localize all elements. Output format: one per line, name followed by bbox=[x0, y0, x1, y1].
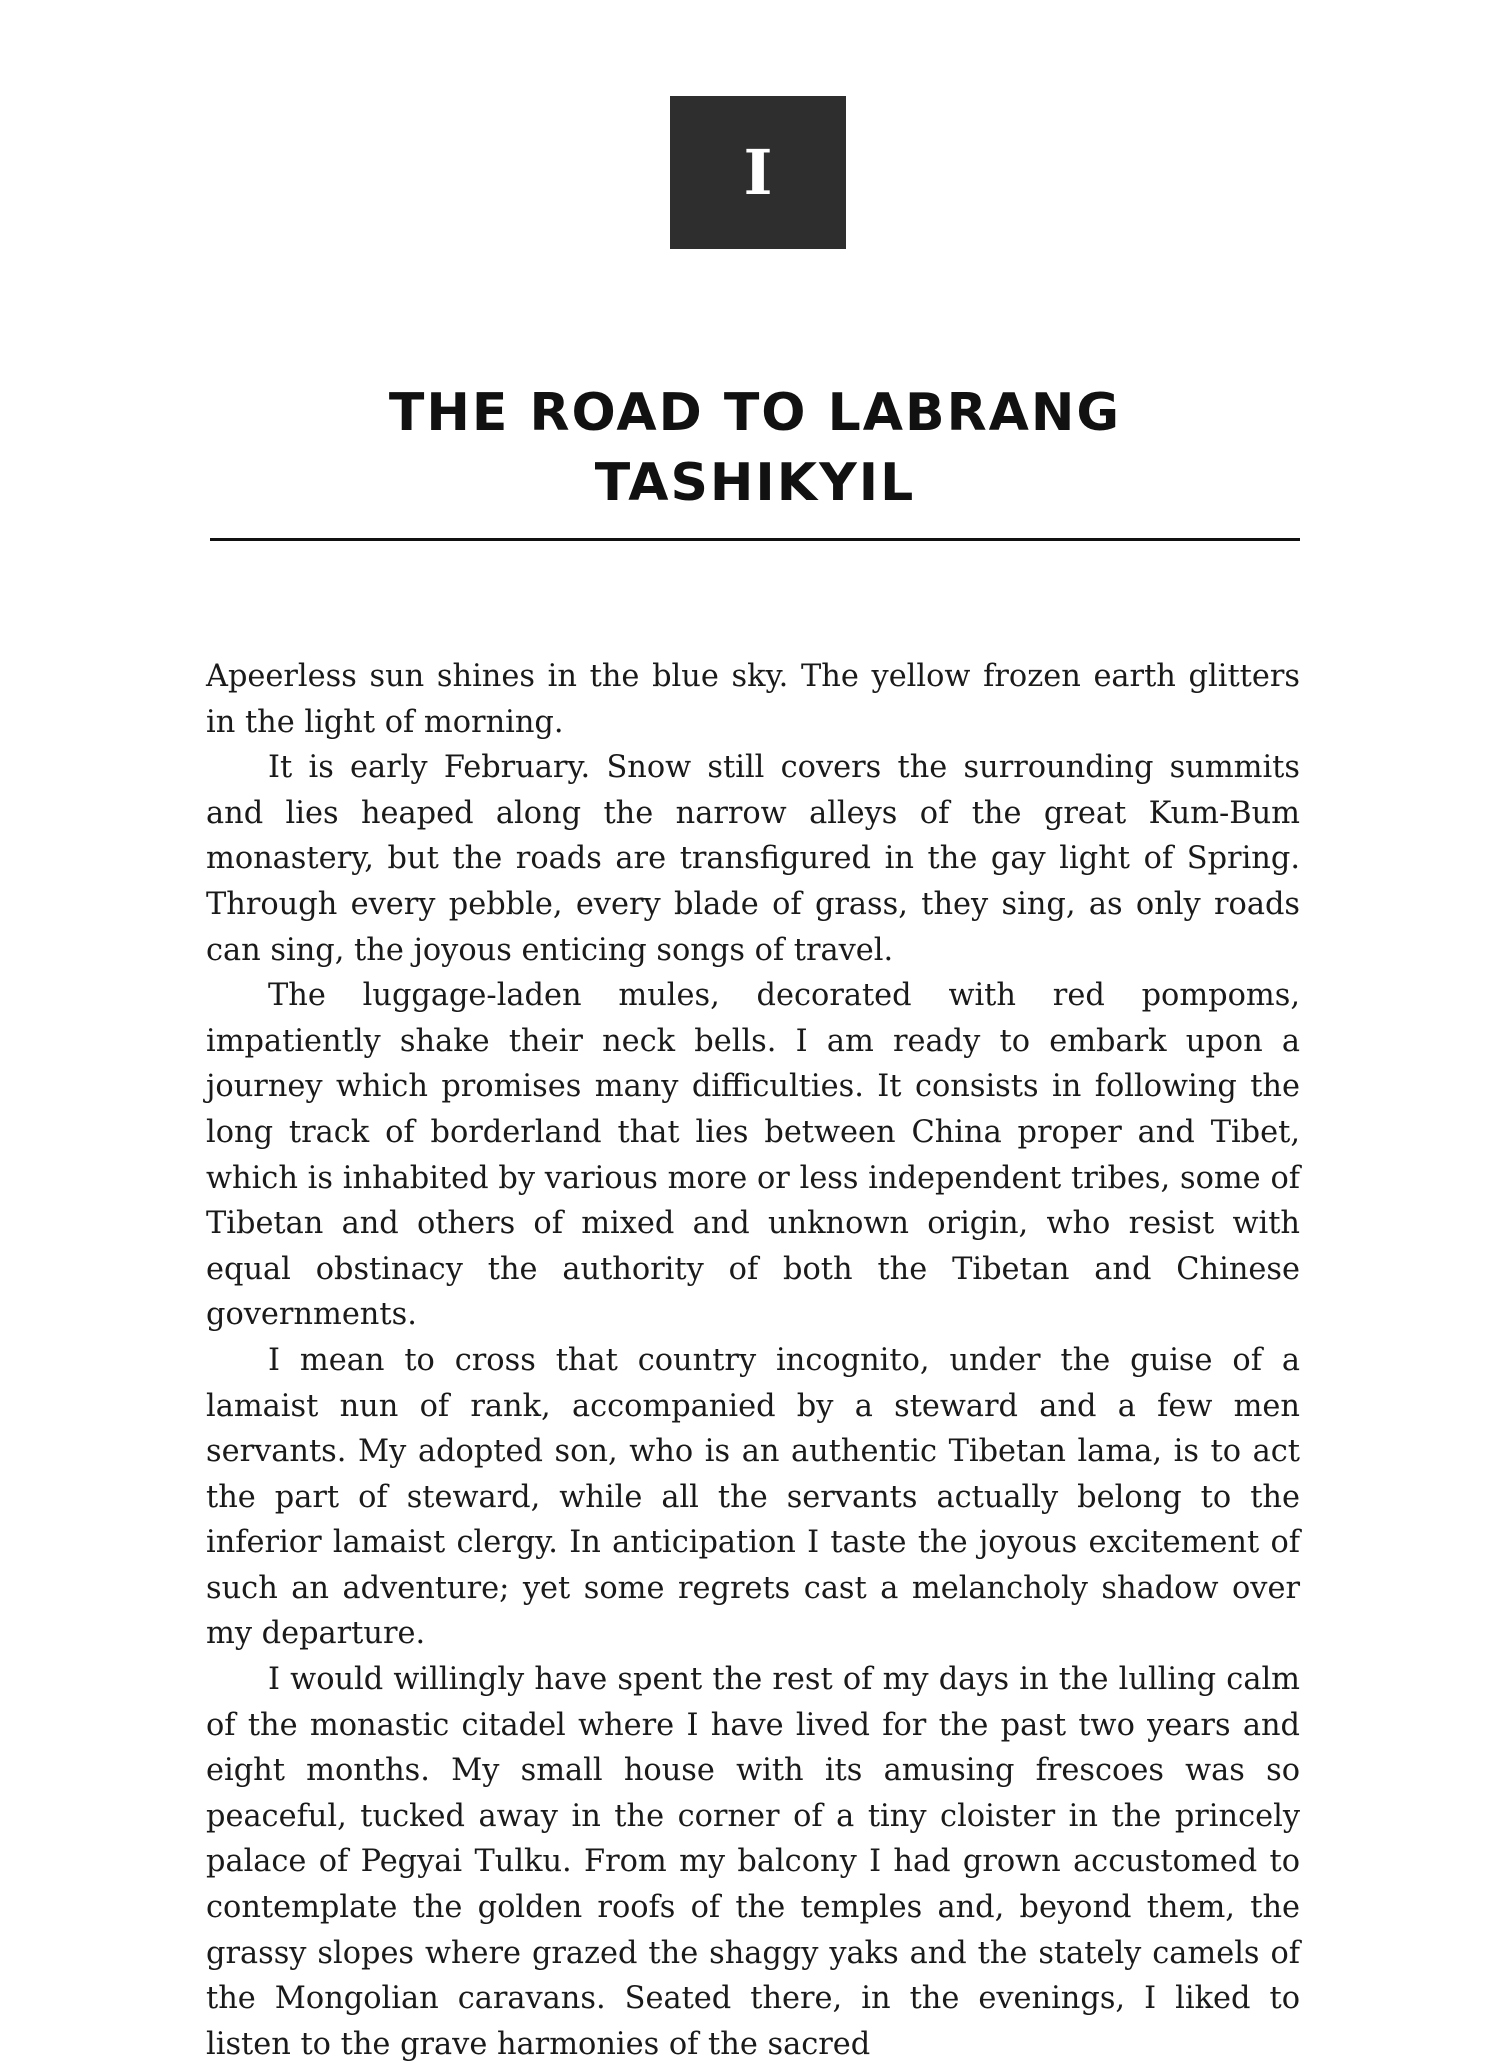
paragraph: I would willingly have spent the rest of my days in the lulling calm of the monastic citadel where I have lived for the past two years and eight months. My small house with its amusing frescoes was so peaceful, tucked away in the corner of a tiny cloister in the princely palace of Pegyai Tulku. From my balcony I had grown accustomed to contemplate the golden roofs of the temples and, beyond them, the grassy slopes where grazed the shaggy yaks and the stately camels of the Mongolian caravans. Seated there, in the evenings, I liked to listen to the grave harmonies of the sacred bbox=[206, 1662, 1300, 2062]
chapter-number-box bbox=[670, 96, 846, 249]
paragraph: The luggage-laden mules, decorated with red pompoms, impatiently shake their neck bells. I am ready to embark upon a journey which promises many difficulties. It consists in following the long track of borderland that lies between China proper and Tibet, which is inhabited by various more or less independent tribes, some of Tibetan and others of mixed and unknown origin, who resist with equal obstinacy the authority of both the Tibetan and Chinese governments. bbox=[206, 978, 1300, 1333]
chapter-title-line: THE ROAD TO LABRANG bbox=[388, 383, 1122, 443]
chapter-title-line: TASHIKYIL bbox=[594, 453, 916, 513]
chapter-numeral: I bbox=[743, 135, 773, 209]
paragraph: It is early February. Snow still covers the surrounding summits and lies heaped along the narrow alleys of the great Kum-Bum monastery, but the roads are transfigured in the gay light of Spring. Through every pebble, every blade of grass, they sing, as only roads can sing, the joyous enticing songs of travel. bbox=[206, 750, 1300, 968]
paragraph: I mean to cross that country incognito, under the guise of a lamaist nun of rank, accompanied by a steward and a few men servants. My adopted son, who is an authentic Tibetan lama, is to act the part of steward, while all the servants actually belong to the inferior lamaist clergy. In anticipation I taste the joyous excitement of such an adventure; yet some regrets cast a melancholy shadow over my departure. bbox=[206, 1342, 1300, 1652]
chapter-title bbox=[210, 378, 1300, 518]
paragraph: Apeerless sun shines in the blue sky. The yellow frozen earth glitters in the light of morning. bbox=[206, 659, 1300, 740]
title-divider bbox=[210, 538, 1300, 541]
body-text bbox=[206, 654, 1300, 2067]
